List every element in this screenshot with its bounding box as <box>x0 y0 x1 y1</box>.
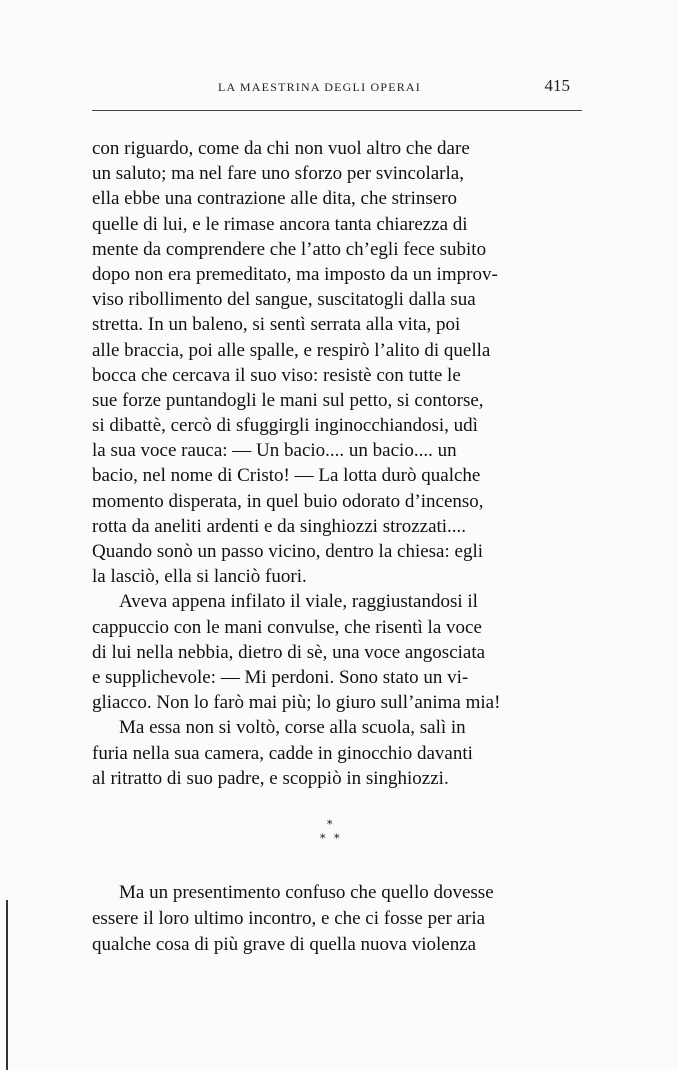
text-line: un saluto; ma nel fare uno sforzo per svincolarla, <box>92 163 464 185</box>
page-edge-line <box>6 900 8 1070</box>
text-line: furia nella sua camera, cadde in ginocchio davanti <box>92 742 473 764</box>
text-line: alle braccia, poi alle spalle, e respirò l’alito di quella <box>92 339 491 361</box>
running-title: LA MAESTRINA DEGLI OPERAI <box>218 80 421 94</box>
text-line: Quando sonò un passo vicino, dentro la chiesa: egli <box>92 541 484 562</box>
body-text <box>92 136 592 791</box>
text-line: di lui nella nebbia, dietro di sè, una voce angosciata <box>92 641 486 663</box>
text-line: si dibattè, cercò di sfuggirgli inginocchiandosi, udì <box>92 415 478 437</box>
text-line: rotta da aneliti ardenti e da singhiozzi strozzati.... <box>92 515 467 537</box>
text-line: quelle di lui, e le rimase ancora tanta chiarezza di <box>92 213 468 235</box>
text-line: ella ebbe una contrazione alle dita, che strinsero <box>92 188 458 210</box>
text-line: mente da comprendere che l’atto ch’egli fece subito <box>92 238 487 260</box>
asterism-star: * <box>327 818 333 831</box>
text-line: gliacco. Non lo farò mai più; lo giuro sull’anima mia! <box>92 692 501 714</box>
asterism-star: * <box>320 832 326 845</box>
text-line: qualche cosa di più grave di quella nuova violenza <box>92 934 477 955</box>
section-break-asterism <box>318 818 348 852</box>
text-line: al ritratto di suo padre, e scoppiò in singhiozzi. <box>92 767 449 789</box>
text-line: con riguardo, come da chi non vuol altro che dare <box>92 138 470 159</box>
text-line: momento disperata, in quel buio odorato d’incenso, <box>92 490 484 512</box>
text-line: e supplichevole: — Mi perdoni. Sono stato un vi- <box>92 666 469 688</box>
text-line: bocca che cercava il suo viso: resistè con tutte le <box>92 364 461 386</box>
text-line: la lasciò, ella si lanciò fuori. <box>92 566 307 588</box>
continuation-text <box>92 880 592 958</box>
asterism-star: * <box>334 832 340 845</box>
text-line: stretta. In un baleno, si sentì serrata alla vita, poi <box>92 314 461 336</box>
text-line: Aveva appena infilato il viale, raggiustandosi il <box>119 591 478 613</box>
text-line: Ma un presentimento confuso che quello dovesse <box>119 882 494 903</box>
text-line: essere il loro ultimo incontro, e che ci fosse per aria <box>92 908 486 929</box>
text-line: bacio, nel nome di Cristo! — La lotta durò qualche <box>92 465 481 487</box>
text-line: sue forze puntandogli le mani sul petto, si contorse, <box>92 389 484 411</box>
text-line: cappuccio con le mani convulse, che risentì la voce <box>92 616 482 638</box>
header-rule <box>92 110 582 111</box>
page-header <box>92 76 572 100</box>
text-line: Ma essa non si voltò, corse alla scuola, salì in <box>119 717 466 739</box>
text-line: la sua voce rauca: — Un bacio.... un bacio.... un <box>92 440 457 462</box>
text-line: viso ribollimento del sangue, suscitatogli dalla sua <box>92 289 476 311</box>
text-line: dopo non era premeditato, ma imposto da un improv- <box>92 263 498 285</box>
page-number: 415 <box>544 76 570 95</box>
